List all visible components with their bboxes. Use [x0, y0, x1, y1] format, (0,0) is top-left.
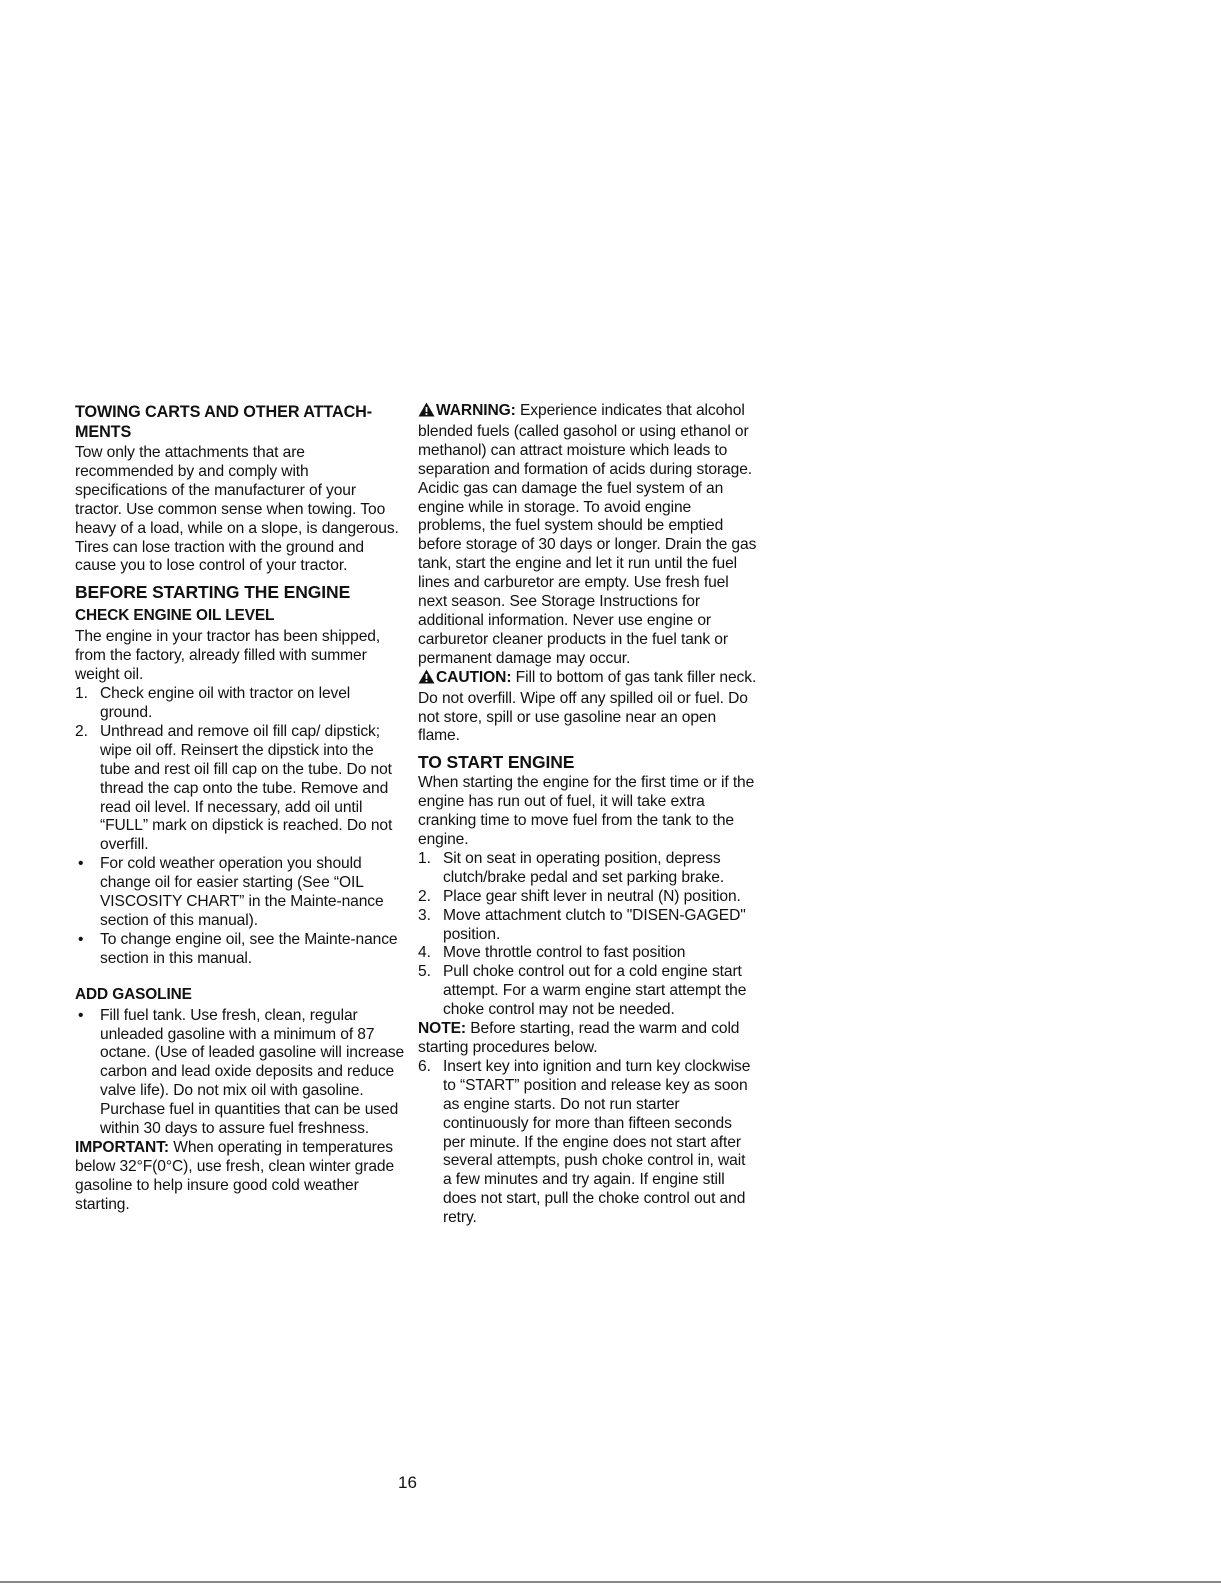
start-steps-list-continued — [418, 1058, 758, 1228]
page-number: 16 — [398, 1473, 417, 1492]
step-number: 2. — [75, 722, 88, 740]
add-gasoline-heading: ADD GASOLINE — [75, 985, 192, 1003]
warning-text: Experience indicates that alcohol blended fuels (called gasohol or using ethanol or methanol) can attract moisture which leads to separation and formation of acids during storage. Acidic gas can damage the fuel system of an engine while in storage. To avoid engine problems, the fuel system should be emptied before storage of 30 days or longer. Drain the gas tank, start the engine and let it run until the fuel lines and carburetor are empty. Use fresh fuel next season. See Storage Instructions for additional information. Never use engine or carburetor cleaner products in the fuel tank or permanent damage may occur. — [418, 402, 757, 667]
caution-label: CAUTION: — [436, 668, 512, 686]
step-number: 1. — [418, 849, 431, 867]
before-starting-heading: BEFORE STARTING THE ENGINE — [75, 582, 351, 603]
bullet-text: For cold weather operation you should change oil for easier starting (See “OIL VISCOSITY CHART” in the Mainte-nance section of this manual). — [100, 855, 384, 929]
step-number: 1. — [75, 685, 88, 703]
check-oil-heading: CHECK ENGINE OIL LEVEL — [75, 607, 275, 625]
oil-intro-paragraph: The engine in your tractor has been shipped, from the factory, already filled with summer weight oil. — [75, 628, 381, 684]
list-item — [418, 907, 758, 945]
bottom-rule — [0, 1581, 1221, 1583]
list-item — [75, 855, 405, 931]
step-text: Check engine oil with tractor on level ground. — [100, 685, 351, 721]
step-text: Sit on seat in operating position, depress clutch/brake pedal and set parking brake. — [443, 849, 725, 886]
list-item — [75, 723, 405, 855]
list-item — [418, 1058, 758, 1228]
step-number: 3. — [418, 906, 431, 924]
step-text: Move throttle control to fast position — [443, 944, 686, 962]
warning-paragraph — [418, 402, 758, 669]
right-column — [418, 402, 758, 1228]
note-text: Before starting, read the warm and cold starting procedures below. — [418, 1020, 740, 1056]
start-intro-paragraph: When starting the engine for the first time or if the engine has run out of fuel, it will take extra cranking time to move fuel from the tank to the engine. — [418, 774, 755, 849]
list-item — [418, 963, 758, 1020]
oil-bullets-list — [75, 855, 405, 968]
step-text: Move attachment clutch to "DISEN-GAGED" position. — [443, 906, 746, 943]
important-text: When operating in temperatures below 32°F(0°C), use fresh, clean winter grade gasoline to help insure good cold weather starting. — [75, 1139, 395, 1213]
note-paragraph — [418, 1020, 758, 1058]
step-text: Pull choke control out for a cold engine start attempt. For a warm engine start attempt the choke control may not be needed. — [443, 963, 747, 1019]
step-number: 5. — [418, 963, 431, 981]
step-number: 6. — [418, 1057, 431, 1075]
start-steps-list — [418, 850, 758, 1020]
oil-steps-list — [75, 685, 405, 855]
start-engine-heading: TO START ENGINE — [418, 752, 575, 773]
bullet-icon: • — [78, 930, 84, 948]
caution-text: Fill to bottom of gas tank filler neck. Do not overfill. Wipe off any spilled oil or fuel. Do not store, spill or use gasoline near an open flame. — [418, 668, 757, 745]
list-item — [75, 685, 405, 723]
list-item — [418, 850, 758, 888]
note-label: NOTE: — [418, 1020, 467, 1038]
towing-heading: TOWING CARTS AND OTHER ATTACH-MENTS — [75, 403, 373, 441]
warning-triangle-icon — [418, 402, 435, 423]
step-number: 2. — [418, 887, 431, 905]
step-text: Place gear shift lever in neutral (N) position. — [443, 887, 741, 905]
caution-paragraph — [418, 669, 758, 747]
towing-paragraph: Tow only the attachments that are recommended by and comply with specifications of the manufacturer of your tractor. Use common sense when towing. Too heavy of a load, while on a slope, is dangerous. Tires can lose traction with the ground and cause you to lose control of your tractor. — [75, 444, 399, 575]
warning-label: WARNING: — [436, 402, 516, 419]
list-item — [75, 931, 405, 969]
bullet-text: Fill fuel tank. Use fresh, clean, regular unleaded gasoline with a minimum of 87 octane. (Use of leaded gasoline will increase carbon and lead oxide deposits and reduce valve life). Do not mix oil with gasoline. Purchase fuel in quantities that can be used within 30 days to assure fuel freshness. — [100, 1006, 405, 1138]
bullet-text: To change engine oil, see the Mainte-nance section in this manual. — [100, 930, 398, 967]
left-column — [75, 402, 405, 1215]
important-label: IMPORTANT: — [75, 1139, 169, 1156]
step-text: Unthread and remove oil fill cap/ dipstick; wipe oil off. Reinsert the dipstick into the tube and rest oil fill cap on the tube. Do not thread the cap onto the tube. Remove and read oil level. If necessary, add oil until “FULL” mark on dipstick is reached. Do not overfill. — [100, 722, 393, 854]
list-item — [418, 888, 758, 907]
bullet-icon: • — [78, 855, 84, 873]
caution-triangle-icon — [418, 669, 435, 690]
step-text: Insert key into ignition and turn key clockwise to “START” position and release key as soon as engine starts. Do not run starter continuously for more than fifteen seconds per minute. If the engine does not start after several attempts, push choke control in, wait a few minutes and try again. If engine still does not start, pull the choke control out and retry. — [443, 1057, 751, 1227]
list-item — [418, 944, 758, 963]
list-item — [75, 1007, 405, 1139]
gas-bullets-list — [75, 1007, 405, 1139]
step-number: 4. — [418, 944, 431, 962]
bullet-icon: • — [78, 1006, 84, 1024]
important-paragraph — [75, 1139, 405, 1215]
